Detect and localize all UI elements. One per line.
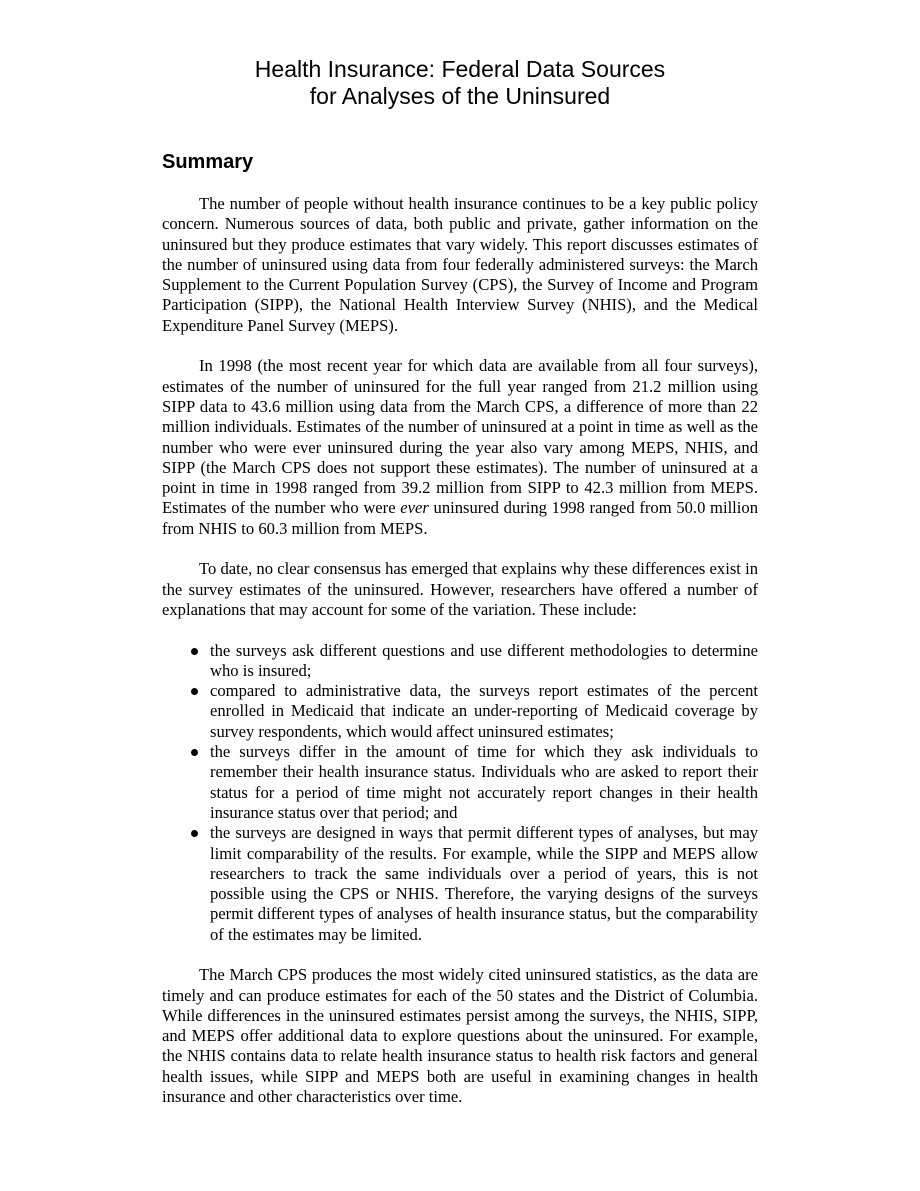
bullet-icon xyxy=(191,688,198,695)
explanations-list xyxy=(162,641,758,945)
list-item xyxy=(162,681,758,742)
document-page xyxy=(162,0,758,1107)
list-item-text: compared to administrative data, the surveys report estimates of the percent enrolled in Medicaid that indicate an under-reporting of Medicaid coverage by survey respondents, which would affect uninsured estimates; xyxy=(210,681,758,741)
report-title xyxy=(162,56,758,110)
summary-heading: Summary xyxy=(162,151,254,173)
list-item-text: the surveys are designed in ways that permit different types of analyses, but may limit comparability of the results. For example, while the SIPP and MEPS allow researchers to track the same individuals over a period of years, this is not possible using the CPS or NHIS. Therefore, the varying designs of the surveys permit different types of analyses of health insurance status, but the comparability of the estimates may be limited. xyxy=(210,823,758,944)
bullet-icon xyxy=(191,830,198,837)
list-item xyxy=(162,823,758,945)
list-item-text: the surveys ask different questions and use different methodologies to determine who is insured; xyxy=(210,640,758,680)
bullet-icon xyxy=(191,648,198,655)
paragraph-2-text-before: In 1998 (the most recent year for which data are available from all four surveys), estimates of the number of uninsured for the full year ranged from 21.2 million using SIPP data to 43.6 million using data from the March CPS, a difference of more than 22 million individuals. Estimates of the number of uninsured at a point in time as well as the number who were ever uninsured during the year also vary among MEPS, NHIS, and SIPP (the March CPS does not support these estimates). The number of uninsured at a point in time in 1998 ranged from 39.2 million from SIPP to 42.3 million from MEPS. Estimates of the number who were xyxy=(162,356,758,518)
bullet-icon xyxy=(191,749,198,756)
summary-paragraph-3: To date, no clear consensus has emerged that explains why these differences exist in the survey estimates of the uninsured. However, researchers have offered a number of explanations that may account for some of the variation. These include: xyxy=(162,559,758,619)
report-title-line-2: for Analyses of the Uninsured xyxy=(309,83,611,109)
list-item xyxy=(162,641,758,682)
summary-paragraph-4: The March CPS produces the most widely cited uninsured statistics, as the data are timely and can produce estimates for each of the 50 states and the District of Columbia. While differences in the uninsured estimates persist among the surveys, the NHIS, SIPP, and MEPS offer additional data to explore questions about the uninsured. For example, the NHIS contains data to relate health insurance status to health risk factors and general health issues, while SIPP and MEPS both are useful in examining changes in health insurance and other characteristics over time. xyxy=(162,965,758,1107)
report-title-line-1: Health Insurance: Federal Data Sources xyxy=(254,56,666,82)
emphasis-ever: ever xyxy=(400,498,429,518)
paragraph-2-text-after: uninsured during 1998 ranged from 50.0 million from NHIS to 60.3 million from MEPS. xyxy=(162,498,758,538)
summary-paragraph-2 xyxy=(162,356,758,539)
list-item-text: the surveys differ in the amount of time for which they ask individuals to remember their health insurance status. Individuals who are asked to report their status for a period of time might not accurately report changes in their health insurance status over that period; and xyxy=(210,742,758,822)
summary-paragraph-1: The number of people without health insurance continues to be a key public policy concern. Numerous sources of data, both public and private, gather information on the uninsured but they produce estimates that vary widely. This report discusses estimates of the number of uninsured using data from four federally administered surveys: the March Supplement to the Current Population Survey (CPS), the Survey of Income and Program Participation (SIPP), the National Health Interview Survey (NHIS), and the Medical Expenditure Panel Survey (MEPS). xyxy=(162,194,758,335)
list-item xyxy=(162,742,758,823)
